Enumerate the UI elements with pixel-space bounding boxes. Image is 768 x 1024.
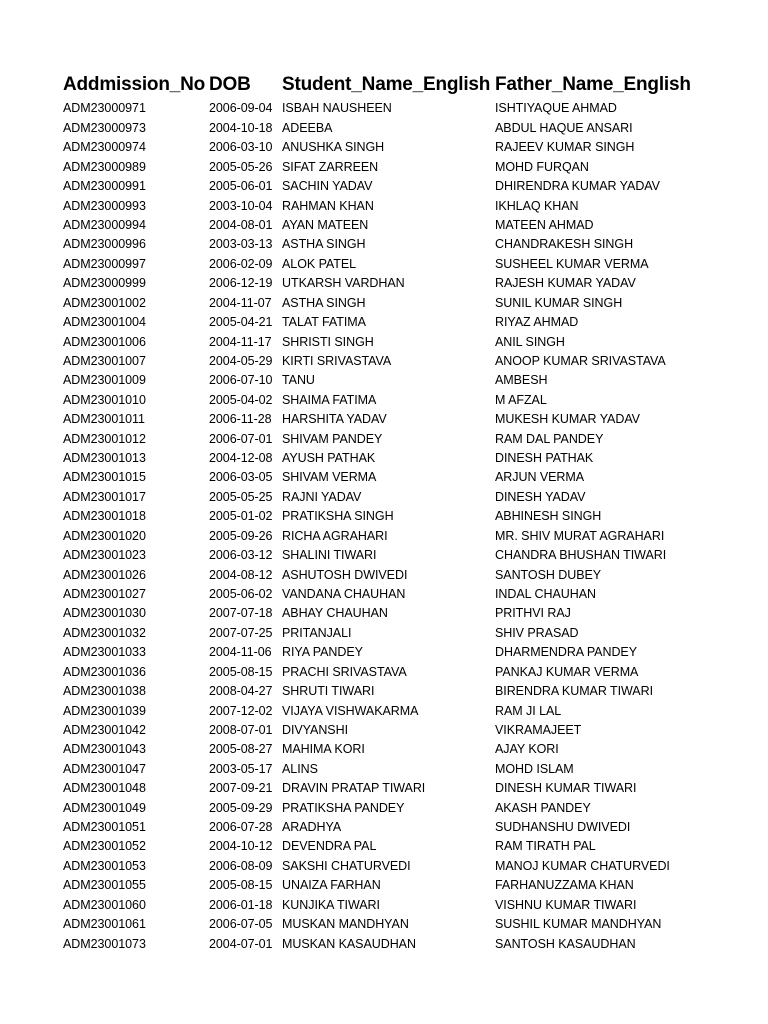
student-name-cell: MUSKAN KASAUDHAN — [282, 936, 416, 951]
dob-cell: 2003-10-04 — [209, 198, 273, 213]
admission-no-cell: ADM23001033 — [63, 645, 146, 660]
father-name-cell: RAM TIRATH PAL — [495, 839, 596, 854]
dob-cell: 2005-06-01 — [209, 179, 273, 194]
father-name-cell: AJAY KORI — [495, 742, 559, 757]
admission-no-cell: ADM23001051 — [63, 820, 146, 835]
table-row — [63, 216, 753, 235]
admission-no-cell: ADM23001026 — [63, 567, 146, 582]
student-name-cell: ANUSHKA SINGH — [282, 140, 385, 155]
header-dob: DOB — [209, 73, 251, 95]
admission-no-cell: ADM23000991 — [63, 179, 146, 194]
father-name-cell: SANTOSH DUBEY — [495, 567, 602, 582]
father-name-cell: RAJEEV KUMAR SINGH — [495, 140, 635, 155]
dob-cell: 2007-12-02 — [209, 703, 273, 718]
table-row — [63, 351, 753, 370]
father-name-cell: MOHD ISLAM — [495, 761, 574, 776]
student-name-cell: PRACHI SRIVASTAVA — [282, 664, 407, 679]
table-row — [63, 585, 753, 604]
table-row — [63, 449, 753, 468]
father-name-cell: ABDUL HAQUE ANSARI — [495, 120, 633, 135]
admission-no-cell: ADM23001023 — [63, 548, 146, 563]
father-name-cell: SUDHANSHU DWIVEDI — [495, 820, 631, 835]
table-row — [63, 565, 753, 584]
father-name-cell: DHIRENDRA KUMAR YADAV — [495, 179, 660, 194]
admission-no-cell: ADM23000999 — [63, 276, 146, 291]
table-row — [63, 254, 753, 273]
dob-cell: 2004-12-08 — [209, 451, 273, 466]
student-name-cell: SACHIN YADAV — [282, 179, 373, 194]
admission-no-cell: ADM23001048 — [63, 781, 146, 796]
student-name-cell: ASHUTOSH DWIVEDI — [282, 567, 408, 582]
father-name-cell: INDAL CHAUHAN — [495, 587, 596, 601]
table-row — [63, 856, 753, 875]
student-name-cell: ABHAY CHAUHAN — [282, 606, 388, 621]
father-name-cell: BIRENDRA KUMAR TIWARI — [495, 684, 653, 699]
student-name-cell: ALOK PATEL — [282, 256, 357, 271]
dob-cell: 2006-03-12 — [209, 548, 273, 563]
admission-no-cell: ADM23000989 — [63, 159, 146, 174]
table-row — [63, 371, 753, 390]
table-row — [63, 546, 753, 565]
father-name-cell: SUSHIL KUMAR MANDHYAN — [495, 917, 662, 932]
admission-no-cell: ADM23001007 — [63, 353, 146, 368]
table-row — [63, 818, 753, 837]
dob-cell: 2004-10-18 — [209, 120, 273, 135]
table-body — [63, 99, 753, 954]
admission-no-cell: ADM23001002 — [63, 295, 146, 310]
student-name-cell: SHIVAM PANDEY — [282, 431, 383, 446]
admission-no-cell: ADM23001004 — [63, 315, 146, 330]
table-row — [63, 468, 753, 487]
student-name-cell: KIRTI SRIVASTAVA — [282, 353, 392, 368]
dob-cell: 2004-07-01 — [209, 936, 273, 951]
student-name-cell: SHRUTI TIWARI — [282, 684, 375, 699]
admission-no-cell: ADM23000974 — [63, 140, 146, 155]
student-name-cell: MUSKAN MANDHYAN — [282, 917, 409, 932]
dob-cell: 2007-07-18 — [209, 606, 273, 621]
table-row — [63, 779, 753, 798]
table-row — [63, 118, 753, 137]
dob-cell: 2006-03-10 — [209, 140, 273, 155]
student-name-cell: TALAT FATIMA — [282, 315, 366, 330]
student-name-cell: MAHIMA KORI — [282, 742, 365, 757]
student-name-cell: ALINS — [282, 761, 318, 776]
father-name-cell: SUNIL KUMAR SINGH — [495, 295, 623, 310]
father-name-cell: AKASH PANDEY — [495, 800, 591, 815]
dob-cell: 2005-08-27 — [209, 742, 273, 757]
father-name-cell: RAM JI LAL — [495, 703, 562, 718]
dob-cell: 2004-05-29 — [209, 353, 273, 368]
student-name-cell: DRAVIN PRATAP TIWARI — [282, 781, 426, 796]
admission-no-cell: ADM23001061 — [63, 917, 146, 932]
table-row — [63, 895, 753, 914]
dob-cell: 2008-04-27 — [209, 684, 273, 699]
admission-no-cell: ADM23001073 — [63, 936, 146, 951]
student-name-cell: HARSHITA YADAV — [282, 412, 387, 427]
father-name-cell: PRITHVI RAJ — [495, 606, 571, 621]
dob-cell: 2006-01-18 — [209, 897, 273, 912]
admission-no-cell: ADM23001043 — [63, 742, 146, 757]
admission-no-cell: ADM23001038 — [63, 684, 146, 699]
table-row — [63, 332, 753, 351]
table-row — [63, 138, 753, 157]
student-name-cell: SHAIMA FATIMA — [282, 392, 377, 407]
father-name-cell: ANOOP KUMAR SRIVASTAVA — [495, 353, 666, 368]
admission-no-cell: ADM23000993 — [63, 198, 146, 213]
student-name-cell: TANU — [282, 373, 315, 388]
table-row — [63, 721, 753, 740]
student-name-cell: RIYA PANDEY — [282, 645, 363, 660]
table-row — [63, 876, 753, 895]
admission-no-cell: ADM23000973 — [63, 120, 146, 135]
father-name-cell: RAM DAL PANDEY — [495, 431, 604, 446]
dob-cell: 2004-08-01 — [209, 217, 273, 232]
table-row — [63, 604, 753, 623]
dob-cell: 2006-03-05 — [209, 470, 273, 485]
student-name-cell: PRATIKSHA SINGH — [282, 509, 394, 524]
dob-cell: 2003-05-17 — [209, 761, 273, 776]
dob-cell: 2006-07-10 — [209, 373, 273, 388]
father-name-cell: IKHLAQ KHAN — [495, 198, 579, 213]
dob-cell: 2004-11-06 — [209, 645, 272, 660]
student-name-cell: ARADHYA — [282, 820, 342, 835]
admission-no-cell: ADM23001011 — [63, 412, 145, 427]
admission-no-cell: ADM23001060 — [63, 897, 146, 912]
table-row — [63, 759, 753, 778]
admission-no-cell: ADM23000994 — [63, 217, 146, 232]
table-row — [63, 837, 753, 856]
father-name-cell: ANIL SINGH — [495, 334, 565, 349]
dob-cell: 2005-08-15 — [209, 664, 273, 679]
admission-no-cell: ADM23001009 — [63, 373, 146, 388]
dob-cell: 2005-06-02 — [209, 587, 273, 601]
admission-no-cell: ADM23001039 — [63, 703, 146, 718]
dob-cell: 2005-09-26 — [209, 528, 273, 543]
admission-no-cell: ADM23001049 — [63, 800, 146, 815]
table-row — [63, 487, 753, 506]
table-row — [63, 157, 753, 176]
father-name-cell: SANTOSH KASAUDHAN — [495, 936, 636, 951]
header-admission-no: Addmission_No — [63, 73, 206, 95]
table-row — [63, 196, 753, 215]
dob-cell: 2003-03-13 — [209, 237, 273, 252]
admission-no-cell: ADM23001018 — [63, 509, 146, 524]
dob-cell: 2004-08-12 — [209, 567, 273, 582]
dob-cell: 2006-02-09 — [209, 256, 273, 271]
table-row — [63, 410, 753, 429]
table-row — [63, 623, 753, 642]
father-name-cell: SUSHEEL KUMAR VERMA — [495, 256, 649, 271]
table-row — [63, 643, 753, 662]
dob-cell: 2005-05-25 — [209, 489, 273, 504]
table-row — [63, 274, 753, 293]
admission-no-cell: ADM23001030 — [63, 606, 146, 621]
admission-no-cell: ADM23001012 — [63, 431, 146, 446]
dob-cell: 2006-07-28 — [209, 820, 273, 835]
student-name-cell: ISBAH NAUSHEEN — [282, 101, 392, 116]
admission-no-cell: ADM23001053 — [63, 858, 146, 873]
table-row — [63, 701, 753, 720]
header-father-name: Father_Name_English — [495, 73, 691, 95]
header-student-name: Student_Name_English — [282, 73, 491, 95]
father-name-cell: M AFZAL — [495, 392, 547, 407]
dob-cell: 2004-11-07 — [209, 295, 272, 310]
admission-no-cell: ADM23001015 — [63, 470, 146, 485]
father-name-cell: DINESH YADAV — [495, 489, 586, 504]
admission-no-cell: ADM23001032 — [63, 625, 146, 640]
dob-cell: 2006-07-05 — [209, 917, 273, 932]
father-name-cell: MOHD FURQAN — [495, 159, 589, 174]
father-name-cell: CHANDRA BHUSHAN TIWARI — [495, 548, 667, 563]
table-row — [63, 507, 753, 526]
father-name-cell: VIKRAMAJEET — [495, 722, 582, 737]
table-row — [63, 390, 753, 409]
dob-cell: 2005-05-26 — [209, 159, 273, 174]
dob-cell: 2008-07-01 — [209, 722, 273, 737]
dob-cell: 2005-08-15 — [209, 878, 273, 893]
student-name-cell: SHIVAM VERMA — [282, 470, 377, 485]
student-name-cell: DIVYANSHI — [282, 722, 348, 737]
dob-cell: 2005-01-02 — [209, 509, 273, 524]
table-row — [63, 798, 753, 817]
admission-no-cell: ADM23001036 — [63, 664, 146, 679]
dob-cell: 2006-11-28 — [209, 412, 272, 427]
dob-cell: 2004-11-17 — [209, 334, 272, 349]
student-name-cell: UNAIZA FARHAN — [282, 878, 381, 893]
table-row — [63, 662, 753, 681]
father-name-cell: CHANDRAKESH SINGH — [495, 237, 634, 252]
admission-no-cell: ADM23001047 — [63, 761, 146, 776]
father-name-cell: VISHNU KUMAR TIWARI — [495, 897, 637, 912]
admission-no-cell: ADM23001013 — [63, 451, 146, 466]
father-name-cell: RAJESH KUMAR YADAV — [495, 276, 636, 291]
table-row — [63, 177, 753, 196]
father-name-cell: DINESH PATHAK — [495, 451, 594, 466]
table-row — [63, 740, 753, 759]
father-name-cell: SHIV PRASAD — [495, 625, 579, 640]
dob-cell: 2005-04-21 — [209, 315, 273, 330]
dob-cell: 2006-08-09 — [209, 858, 273, 873]
student-name-cell: SHALINI TIWARI — [282, 548, 377, 563]
father-name-cell: ARJUN VERMA — [495, 470, 585, 485]
student-name-cell: VIJAYA VISHWAKARMA — [282, 703, 419, 718]
dob-cell: 2005-04-02 — [209, 392, 273, 407]
father-name-cell: MATEEN AHMAD — [495, 217, 594, 232]
student-name-cell: ADEEBA — [282, 120, 333, 135]
student-admission-table — [63, 70, 753, 954]
table-row — [63, 934, 753, 953]
table-row — [63, 235, 753, 254]
student-name-cell: ASTHA SINGH — [282, 295, 366, 310]
father-name-cell: ISHTIYAQUE AHMAD — [495, 101, 617, 116]
student-name-cell: UTKARSH VARDHAN — [282, 276, 405, 291]
dob-cell: 2007-07-25 — [209, 625, 273, 640]
admission-no-cell: ADM23001006 — [63, 334, 146, 349]
admission-no-cell: ADM23001017 — [63, 489, 146, 504]
father-name-cell: MANOJ KUMAR CHATURVEDI — [495, 858, 670, 873]
dob-cell: 2006-07-01 — [209, 431, 273, 446]
student-name-cell: SHRISTI SINGH — [282, 334, 374, 349]
student-name-cell: AYAN MATEEN — [282, 217, 369, 232]
dob-cell: 2006-09-04 — [209, 101, 273, 116]
student-name-cell: RAJNI YADAV — [282, 489, 362, 504]
dob-cell: 2004-10-12 — [209, 839, 273, 854]
admission-no-cell: ADM23001055 — [63, 878, 146, 893]
father-name-cell: DHARMENDRA PANDEY — [495, 645, 637, 660]
dob-cell: 2005-09-29 — [209, 800, 273, 815]
student-name-cell: AYUSH PATHAK — [282, 451, 376, 466]
table-row — [63, 293, 753, 312]
table-row — [63, 429, 753, 448]
table-row — [63, 99, 753, 118]
student-name-cell: RAHMAN KHAN — [282, 198, 374, 213]
father-name-cell: DINESH KUMAR TIWARI — [495, 781, 637, 796]
admission-no-cell: ADM23001052 — [63, 839, 146, 854]
father-name-cell: MR. SHIV MURAT AGRAHARI — [495, 528, 665, 543]
dob-cell: 2007-09-21 — [209, 781, 273, 796]
father-name-cell: RIYAZ AHMAD — [495, 315, 579, 330]
table-row — [63, 313, 753, 332]
father-name-cell: PANKAJ KUMAR VERMA — [495, 664, 639, 679]
student-name-cell: SIFAT ZARREEN — [282, 159, 379, 174]
student-name-cell: ASTHA SINGH — [282, 237, 366, 252]
student-name-cell: RICHA AGRAHARI — [282, 528, 388, 543]
father-name-cell: MUKESH KUMAR YADAV — [495, 412, 640, 427]
admission-no-cell: ADM23001027 — [63, 587, 146, 601]
table-row — [63, 915, 753, 934]
father-name-cell: AMBESH — [495, 373, 548, 388]
table-header-row — [63, 70, 753, 98]
student-name-cell: PRITANJALI — [282, 625, 352, 640]
student-name-cell: SAKSHI CHATURVEDI — [282, 858, 411, 873]
student-name-cell: DEVENDRA PAL — [282, 839, 377, 854]
table-row — [63, 526, 753, 545]
father-name-cell: FARHANUZZAMA KHAN — [495, 878, 634, 893]
admission-no-cell: ADM23000996 — [63, 237, 146, 252]
admission-no-cell: ADM23001010 — [63, 392, 146, 407]
dob-cell: 2006-12-19 — [209, 276, 273, 291]
student-name-cell: KUNJIKA TIWARI — [282, 897, 380, 912]
table-row — [63, 682, 753, 701]
admission-no-cell: ADM23001020 — [63, 528, 146, 543]
admission-no-cell: ADM23000997 — [63, 256, 146, 271]
admission-no-cell: ADM23000971 — [63, 101, 146, 116]
admission-no-cell: ADM23001042 — [63, 722, 146, 737]
student-name-cell: VANDANA CHAUHAN — [282, 587, 406, 601]
father-name-cell: ABHINESH SINGH — [495, 509, 602, 524]
student-name-cell: PRATIKSHA PANDEY — [282, 800, 405, 815]
